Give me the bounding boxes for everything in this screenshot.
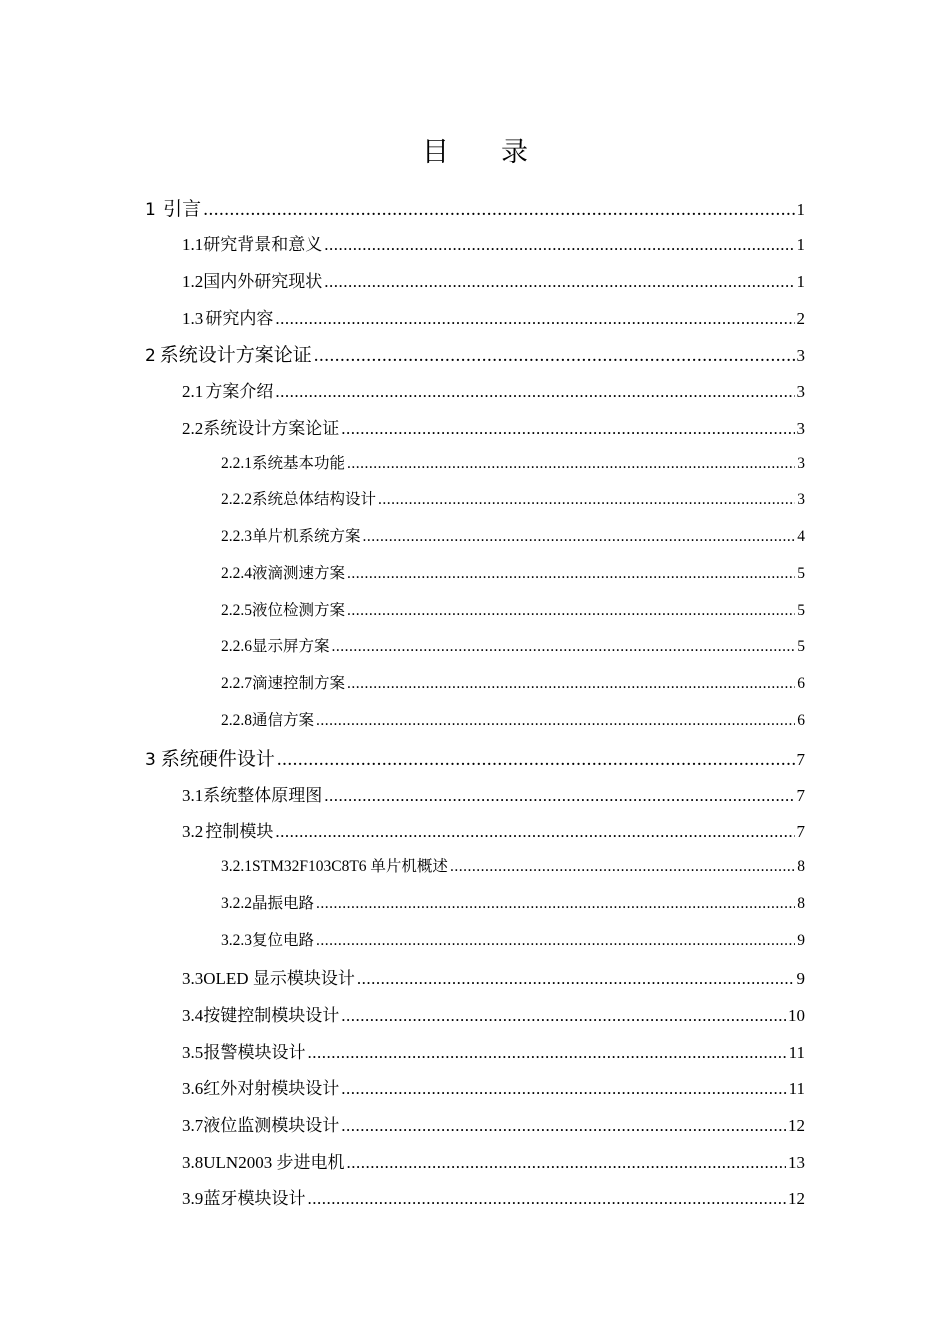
toc-entry[interactable] xyxy=(221,634,805,656)
entry-text: 复位电路 xyxy=(252,932,315,949)
toc-entry[interactable] xyxy=(145,194,805,221)
entry-page: 5 xyxy=(797,602,805,619)
entry-text: 晶振电路 xyxy=(252,895,315,912)
toc-title-char-2: 录 xyxy=(501,137,528,168)
entry-page: 3 xyxy=(796,419,805,438)
entry-text: 蓝牙模块设计 xyxy=(203,1189,306,1208)
entry-text: 液滴测速方案 xyxy=(252,565,346,582)
entry-number: 3.4 xyxy=(182,1006,204,1025)
entry-number: 3.2.3 xyxy=(221,932,252,949)
entry-number: 3.3 xyxy=(182,969,204,988)
entry-page: 10 xyxy=(788,1006,805,1025)
toc-entry[interactable] xyxy=(182,267,805,292)
entry-number: 1.3 xyxy=(182,309,204,328)
entry-text: 系统硬件设计 xyxy=(160,748,275,770)
entry-text: 方案介绍 xyxy=(205,382,274,401)
leader-dots xyxy=(324,272,794,292)
entry-page: 7 xyxy=(796,750,805,769)
toc-entry[interactable] xyxy=(182,1038,805,1063)
leader-dots xyxy=(347,602,795,620)
entry-text: 系统设计方案论证 xyxy=(159,344,312,366)
entry-text: 按键控制模块设计 xyxy=(203,1006,340,1025)
toc-entry[interactable] xyxy=(182,964,805,989)
leader-dots xyxy=(341,1079,786,1099)
entry-page: 7 xyxy=(796,822,805,841)
entry-number: 2.2.8 xyxy=(221,712,252,729)
leader-dots xyxy=(316,932,795,950)
entry-page: 12 xyxy=(788,1189,805,1208)
toc-entry[interactable] xyxy=(221,451,805,473)
toc-entry[interactable] xyxy=(221,561,805,583)
toc-entry[interactable] xyxy=(221,524,805,546)
leader-dots xyxy=(357,969,795,989)
leader-dots xyxy=(203,199,794,221)
entry-number: 1.2 xyxy=(182,272,204,291)
entry-number: 2.2.1 xyxy=(221,455,252,472)
leader-dots xyxy=(275,382,794,402)
entry-page: 3 xyxy=(797,455,805,472)
entry-number: 3.5 xyxy=(182,1043,204,1062)
entry-number: 3.8 xyxy=(182,1153,204,1172)
toc-title-char-1: 目 xyxy=(422,137,449,168)
entry-page: 1 xyxy=(796,235,805,254)
entry-text: 研究背景和意义 xyxy=(203,235,323,254)
toc-entry[interactable] xyxy=(182,304,805,329)
leader-dots xyxy=(308,1043,787,1063)
entry-page: 5 xyxy=(797,638,805,655)
leader-dots xyxy=(450,858,795,876)
entry-page: 12 xyxy=(788,1116,805,1135)
leader-dots xyxy=(332,638,796,656)
entry-page: 4 xyxy=(797,528,805,545)
entry-text: 单片机系统方案 xyxy=(252,528,361,545)
toc-entry[interactable] xyxy=(182,414,805,439)
leader-dots xyxy=(346,1153,786,1173)
entry-page: 3 xyxy=(797,491,805,508)
entry-text: 系统整体原理图 xyxy=(203,786,323,805)
entry-number: 3.2.1 xyxy=(221,858,252,875)
entry-number: 3.1 xyxy=(182,786,204,805)
leader-dots xyxy=(363,528,796,546)
entry-page: 3 xyxy=(796,346,805,365)
entry-page: 6 xyxy=(797,675,805,692)
entry-text: OLED 显示模块设计 xyxy=(203,969,355,988)
entry-number: 2.2.3 xyxy=(221,528,252,545)
entry-page: 8 xyxy=(797,895,805,912)
entry-number: 3.2.2 xyxy=(221,895,252,912)
entry-number: 3.7 xyxy=(182,1116,204,1135)
leader-dots xyxy=(347,565,795,583)
entry-page: 6 xyxy=(797,712,805,729)
leader-dots xyxy=(347,455,795,473)
entry-page: 7 xyxy=(796,786,805,805)
leader-dots xyxy=(378,491,795,509)
toc-entry[interactable] xyxy=(221,671,805,693)
entry-page: 13 xyxy=(788,1153,805,1172)
entry-number: 2 xyxy=(145,346,156,366)
leader-dots xyxy=(275,822,794,842)
entry-page: 1 xyxy=(796,272,805,291)
entry-page: 5 xyxy=(797,565,805,582)
entry-page: 11 xyxy=(788,1079,805,1098)
leader-dots xyxy=(277,749,795,771)
toc-entry[interactable] xyxy=(182,817,805,842)
entry-text: 通信方案 xyxy=(252,712,315,729)
entry-number: 3.6 xyxy=(182,1079,204,1098)
entry-page: 9 xyxy=(796,969,805,988)
entry-number: 1.1 xyxy=(182,235,204,254)
entry-page: 1 xyxy=(796,200,805,219)
toc-title xyxy=(0,130,950,169)
leader-dots xyxy=(324,786,794,806)
leader-dots xyxy=(316,712,795,730)
leader-dots xyxy=(324,235,794,255)
toc-entry[interactable] xyxy=(221,487,805,509)
entry-text: ULN2003 步进电机 xyxy=(203,1153,345,1172)
leader-dots xyxy=(316,895,795,913)
toc-entry[interactable] xyxy=(221,854,805,876)
entry-text: 国内外研究现状 xyxy=(203,272,323,291)
entry-page: 3 xyxy=(796,382,805,401)
leader-dots xyxy=(341,1006,786,1026)
entry-page: 8 xyxy=(797,858,805,875)
entry-text: 红外对射模块设计 xyxy=(203,1079,340,1098)
toc-entry[interactable] xyxy=(221,598,805,620)
entry-page: 9 xyxy=(797,932,805,949)
entry-page: 11 xyxy=(788,1043,805,1062)
leader-dots xyxy=(341,419,794,439)
entry-text: 研究内容 xyxy=(205,309,274,328)
leader-dots xyxy=(341,1116,786,1136)
toc-entry[interactable] xyxy=(145,340,805,367)
entry-text: 系统基本功能 xyxy=(252,455,346,472)
entry-number: 2.2.2 xyxy=(221,491,252,508)
entry-text: 系统设计方案论证 xyxy=(203,419,340,438)
leader-dots xyxy=(347,675,795,693)
entry-text: 显示屏方案 xyxy=(252,638,330,655)
entry-number: 2.2.4 xyxy=(221,565,252,582)
entry-number: 1 xyxy=(145,200,156,220)
toc-entry[interactable] xyxy=(182,230,805,255)
entry-number: 2.2.6 xyxy=(221,638,252,655)
toc-entry[interactable] xyxy=(182,1184,805,1209)
entry-text: 控制模块 xyxy=(205,822,274,841)
entry-text: 液位监测模块设计 xyxy=(203,1116,340,1135)
toc-entry[interactable] xyxy=(182,781,805,806)
entry-page: 2 xyxy=(796,309,805,328)
entry-text: 报警模块设计 xyxy=(203,1043,306,1062)
toc-entry[interactable] xyxy=(182,1111,805,1136)
entry-text: 滴速控制方案 xyxy=(252,675,346,692)
entry-text: 引言 xyxy=(163,198,202,220)
toc-entry[interactable] xyxy=(182,1001,805,1026)
toc-entry[interactable] xyxy=(182,377,805,402)
leader-dots xyxy=(275,309,794,329)
entry-text: 系统总体结构设计 xyxy=(252,491,377,508)
entry-number: 3.9 xyxy=(182,1189,204,1208)
leader-dots xyxy=(308,1189,786,1209)
entry-number: 2.1 xyxy=(182,382,204,401)
entry-number: 2.2.7 xyxy=(221,675,252,692)
entry-text: STM32F103C8T6 单片机概述 xyxy=(252,858,448,875)
leader-dots xyxy=(314,345,795,367)
toc-entry[interactable] xyxy=(145,744,805,771)
toc-entry[interactable] xyxy=(182,1074,805,1099)
toc-entry[interactable] xyxy=(221,708,805,730)
entry-number: 2.2.5 xyxy=(221,602,252,619)
entry-text: 液位检测方案 xyxy=(252,602,346,619)
entry-number: 3 xyxy=(145,750,156,770)
toc-entry[interactable] xyxy=(182,1148,805,1173)
entry-number: 2.2 xyxy=(182,419,204,438)
entry-number: 3.2 xyxy=(182,822,204,841)
toc-entry[interactable] xyxy=(221,928,805,950)
toc-entry[interactable] xyxy=(221,891,805,913)
